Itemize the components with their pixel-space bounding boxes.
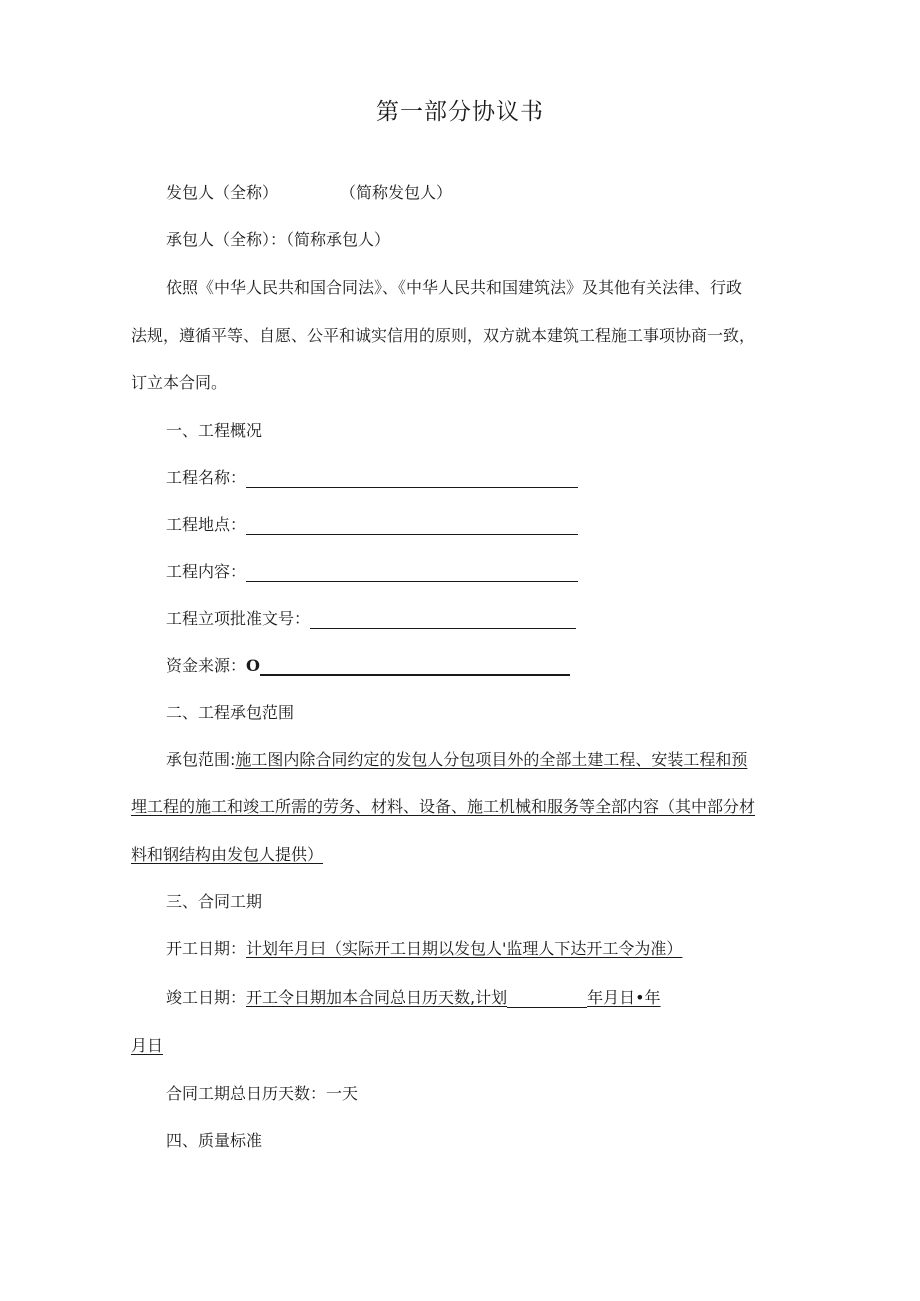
project-location-blank[interactable] — [246, 518, 578, 535]
project-name-blank[interactable] — [246, 471, 578, 488]
start-date-value: 计划年月曰（实际开工日期以发包人'监理人下达开工令为准） — [246, 939, 683, 958]
contractor-label: 承包人（全称）： — [166, 230, 287, 249]
end-date-value-a: 开工令日期加本合同总日历天数,计划 — [246, 988, 508, 1007]
contractor-line — [166, 230, 390, 250]
intro-line-3: 订立本合同。 — [131, 373, 228, 392]
contractor-note: （简称承包人） — [286, 230, 391, 249]
fund-source-label: 资金来源： — [166, 656, 247, 675]
scope-text-1: 施工图内除合同约定的发包人分包项目外的全部土建工程、安装工程和预 — [235, 750, 748, 769]
employer-line — [166, 183, 452, 203]
end-date-label: 竣工日期： — [166, 988, 247, 1007]
end-date-blank[interactable] — [507, 992, 587, 1008]
fund-source-line — [166, 656, 570, 676]
employer-label: 发包人（全称） — [166, 183, 279, 202]
contract-duration-line: 合同工期总日历天数：一天 — [166, 1084, 359, 1103]
scope-line-2: 埋工程的施工和竣工所需的劳务、材料、设备、施工机械和服务等全部内容（其中部分材 — [131, 797, 756, 816]
fund-source-blank[interactable] — [260, 658, 570, 676]
end-date-line — [166, 988, 661, 1008]
project-name-line — [166, 468, 578, 488]
approval-number-blank[interactable] — [310, 612, 576, 629]
approval-number-line — [166, 609, 576, 629]
project-location-line — [166, 515, 578, 535]
page-title: 第一部分协议书 — [376, 99, 544, 125]
project-content-line — [166, 562, 578, 582]
start-date-label: 开工日期： — [166, 939, 247, 958]
scope-line-1 — [166, 750, 747, 770]
section-3-heading: 三、合同工期 — [166, 892, 263, 911]
start-date-line — [166, 939, 682, 959]
approval-number-label: 工程立项批准文号： — [166, 609, 311, 628]
scope-prefix: 承包范围: — [166, 750, 236, 769]
intro-line-1: 依照《中华人民共和国合同法》、《中华人民共和国建筑法》及其他有关法律、行政 — [166, 278, 743, 297]
section-4-heading: 四、质量标准 — [166, 1131, 263, 1150]
project-content-blank[interactable] — [246, 565, 578, 582]
end-date-value-b: 年月日•年 — [587, 988, 661, 1007]
end-date-value-c: 月日 — [131, 1036, 164, 1055]
section-2-heading: 二、工程承包范围 — [166, 703, 295, 722]
scope-line-3: 料和钢结构由发包人提供） — [131, 845, 324, 864]
section-1-heading: 一、工程概况 — [166, 421, 263, 440]
intro-line-2: 法规，遵循平等、自愿、公平和诚实信用的原则，双方就本建筑工程施工事项协商一致， — [131, 326, 756, 345]
project-content-label: 工程内容： — [166, 562, 247, 581]
fund-source-mark: O — [246, 656, 260, 675]
project-name-label: 工程名称： — [166, 468, 247, 487]
project-location-label: 工程地点： — [166, 515, 247, 534]
employer-note: （简称发包人） — [340, 183, 453, 202]
